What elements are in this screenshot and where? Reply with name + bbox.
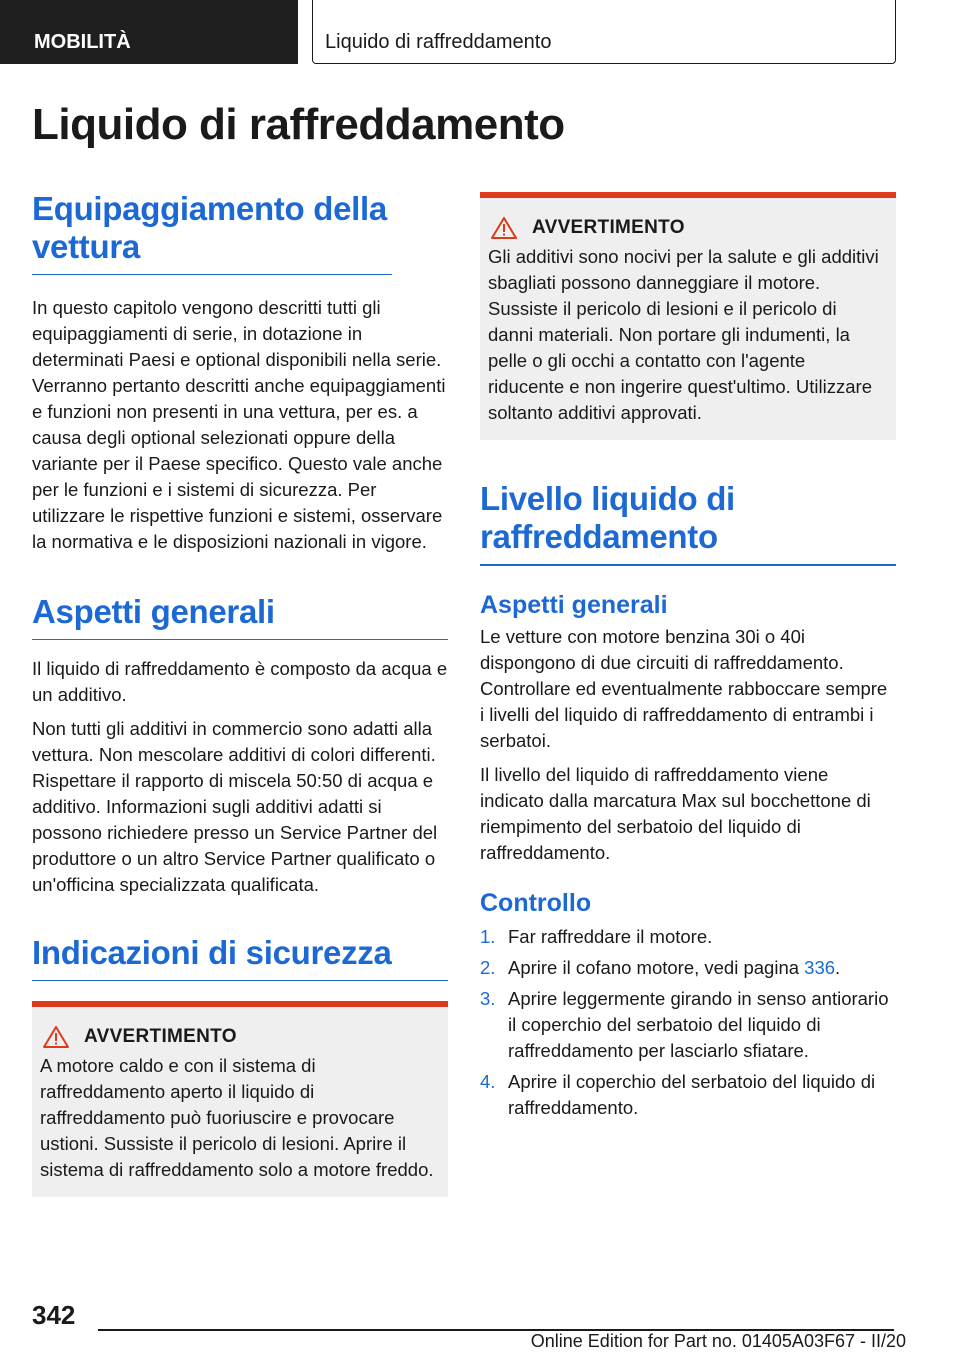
warning-header <box>488 216 884 240</box>
page-title: Liquido di raffreddamento <box>32 100 565 149</box>
list-item <box>480 986 896 1064</box>
general-text-2: Non tutti gli additivi in commercio sono adatti alla vettura. Non mescolare additivi di colori differenti. Rispettare il rapporto di miscela 50:50 di acqua e additivo. Informazioni sugli additivi adatti si possono richiedere presso un Service Partner del produttore o un altro Service Partner qualificato o un'officina specializzata qualificata. <box>32 718 438 895</box>
coolant-level-heading: Livello liquido di raffreddamento <box>480 480 735 555</box>
heading-rule <box>480 564 896 566</box>
check-heading: Controllo <box>480 888 592 917</box>
warning-box-additives <box>480 192 896 440</box>
step-number: 3. <box>480 987 496 1009</box>
step-number: 2. <box>480 956 496 978</box>
section-tab: MOBILITÀ <box>0 0 298 64</box>
level-text-1: Le vetture con motore benzina 30i o 40i dispongono di due circuiti di raffreddamento. Controllare ed eventualmente rabboccare sempre i livelli del liquido di raffreddamento di entrambi i serbatoi. <box>480 625 888 751</box>
general-heading: Aspetti generali <box>32 593 448 640</box>
equipment-heading: Equipaggiamento della vettura <box>32 190 392 275</box>
page-number: 342 <box>32 1300 76 1330</box>
equipment-text: In questo capitolo vengono descritti tutti gli equipaggiamenti di serie, in dotazione in determinati Paesi e optional disponibili nella serie. Verranno pertanto descritti anche equipaggiamenti e funzioni non presenti in una vettura, per es. a causa degli optional selezionati oppure della variante per il Paese specifico. Questo vale anche per le funzioni e i sistemi di sicurezza. Per utilizzare le rispettive funzioni e sistemi, osservare la normativa e le disposizioni nazionali in vigore. <box>32 297 446 552</box>
level-text-2: Il livello del liquido di raffreddamento viene indicato dalla marcatura Max sul bocchettone di riempimento del serbatoio del liquido di raffreddamento. <box>480 763 871 863</box>
check-steps <box>480 924 896 1121</box>
list-item <box>480 924 896 950</box>
topic-tab: Liquido di raffreddamento <box>312 0 896 64</box>
list-item <box>480 1069 896 1121</box>
warning-header <box>40 1025 436 1049</box>
warning-title: AVVERTIMENTO <box>84 1026 237 1047</box>
step-text: Far raffreddare il motore. <box>508 925 713 947</box>
warning-box-hot-engine <box>32 1001 448 1197</box>
general-text-1: Il liquido di raffreddamento è composto da acqua e un additivo. <box>32 658 448 705</box>
step-text-wrapper <box>508 955 896 981</box>
page-link-336[interactable]: 336 <box>804 956 836 978</box>
warning-text: Gli additivi sono nocivi per la salute e gli additivi sbagliati possono danneggiare il motore. Sussiste il pericolo di lesioni e il pericolo di danni materiali. Non portare gli indumenti, la pelle o gli occhi a contatto con l'agente riducente e non ingerire quest'ultimo. Utilizzare soltanto additivi approvati. <box>488 246 879 423</box>
warning-triangle-icon <box>490 216 518 240</box>
left-column <box>32 190 448 1197</box>
step-number: 1. <box>480 925 496 947</box>
step-number: 4. <box>480 1070 496 1092</box>
edition-footer: Online Edition for Part no. 01405A03F67 - II/20 <box>530 1331 906 1351</box>
list-item <box>480 955 896 981</box>
warning-title: AVVERTIMENTO <box>532 217 685 238</box>
step-text: Aprire il coperchio del serbatoio del liquido di raffreddamento. <box>508 1070 876 1118</box>
warning-text: A motore caldo e con il sistema di raffreddamento aperto il liquido di raffreddamento può fuoriuscire e provocare ustioni. Sussiste il pericolo di lesioni. Aprire il sistema di raffreddamento solo a motore freddo. <box>40 1055 434 1180</box>
step-text: Aprire il cofano motore, vedi pagina <box>508 956 805 978</box>
page-header <box>0 0 960 64</box>
general-subheading: Aspetti generali <box>480 590 668 619</box>
step-suffix: . <box>835 956 841 978</box>
warning-triangle-icon <box>42 1025 70 1049</box>
step-text: Aprire leggermente girando in senso antiorario il coperchio del serbatoio del liquido di raffreddamento per lasciarlo sfiatare. <box>508 987 889 1061</box>
safety-heading: Indicazioni di sicurezza <box>32 934 448 981</box>
right-column <box>480 190 896 1126</box>
